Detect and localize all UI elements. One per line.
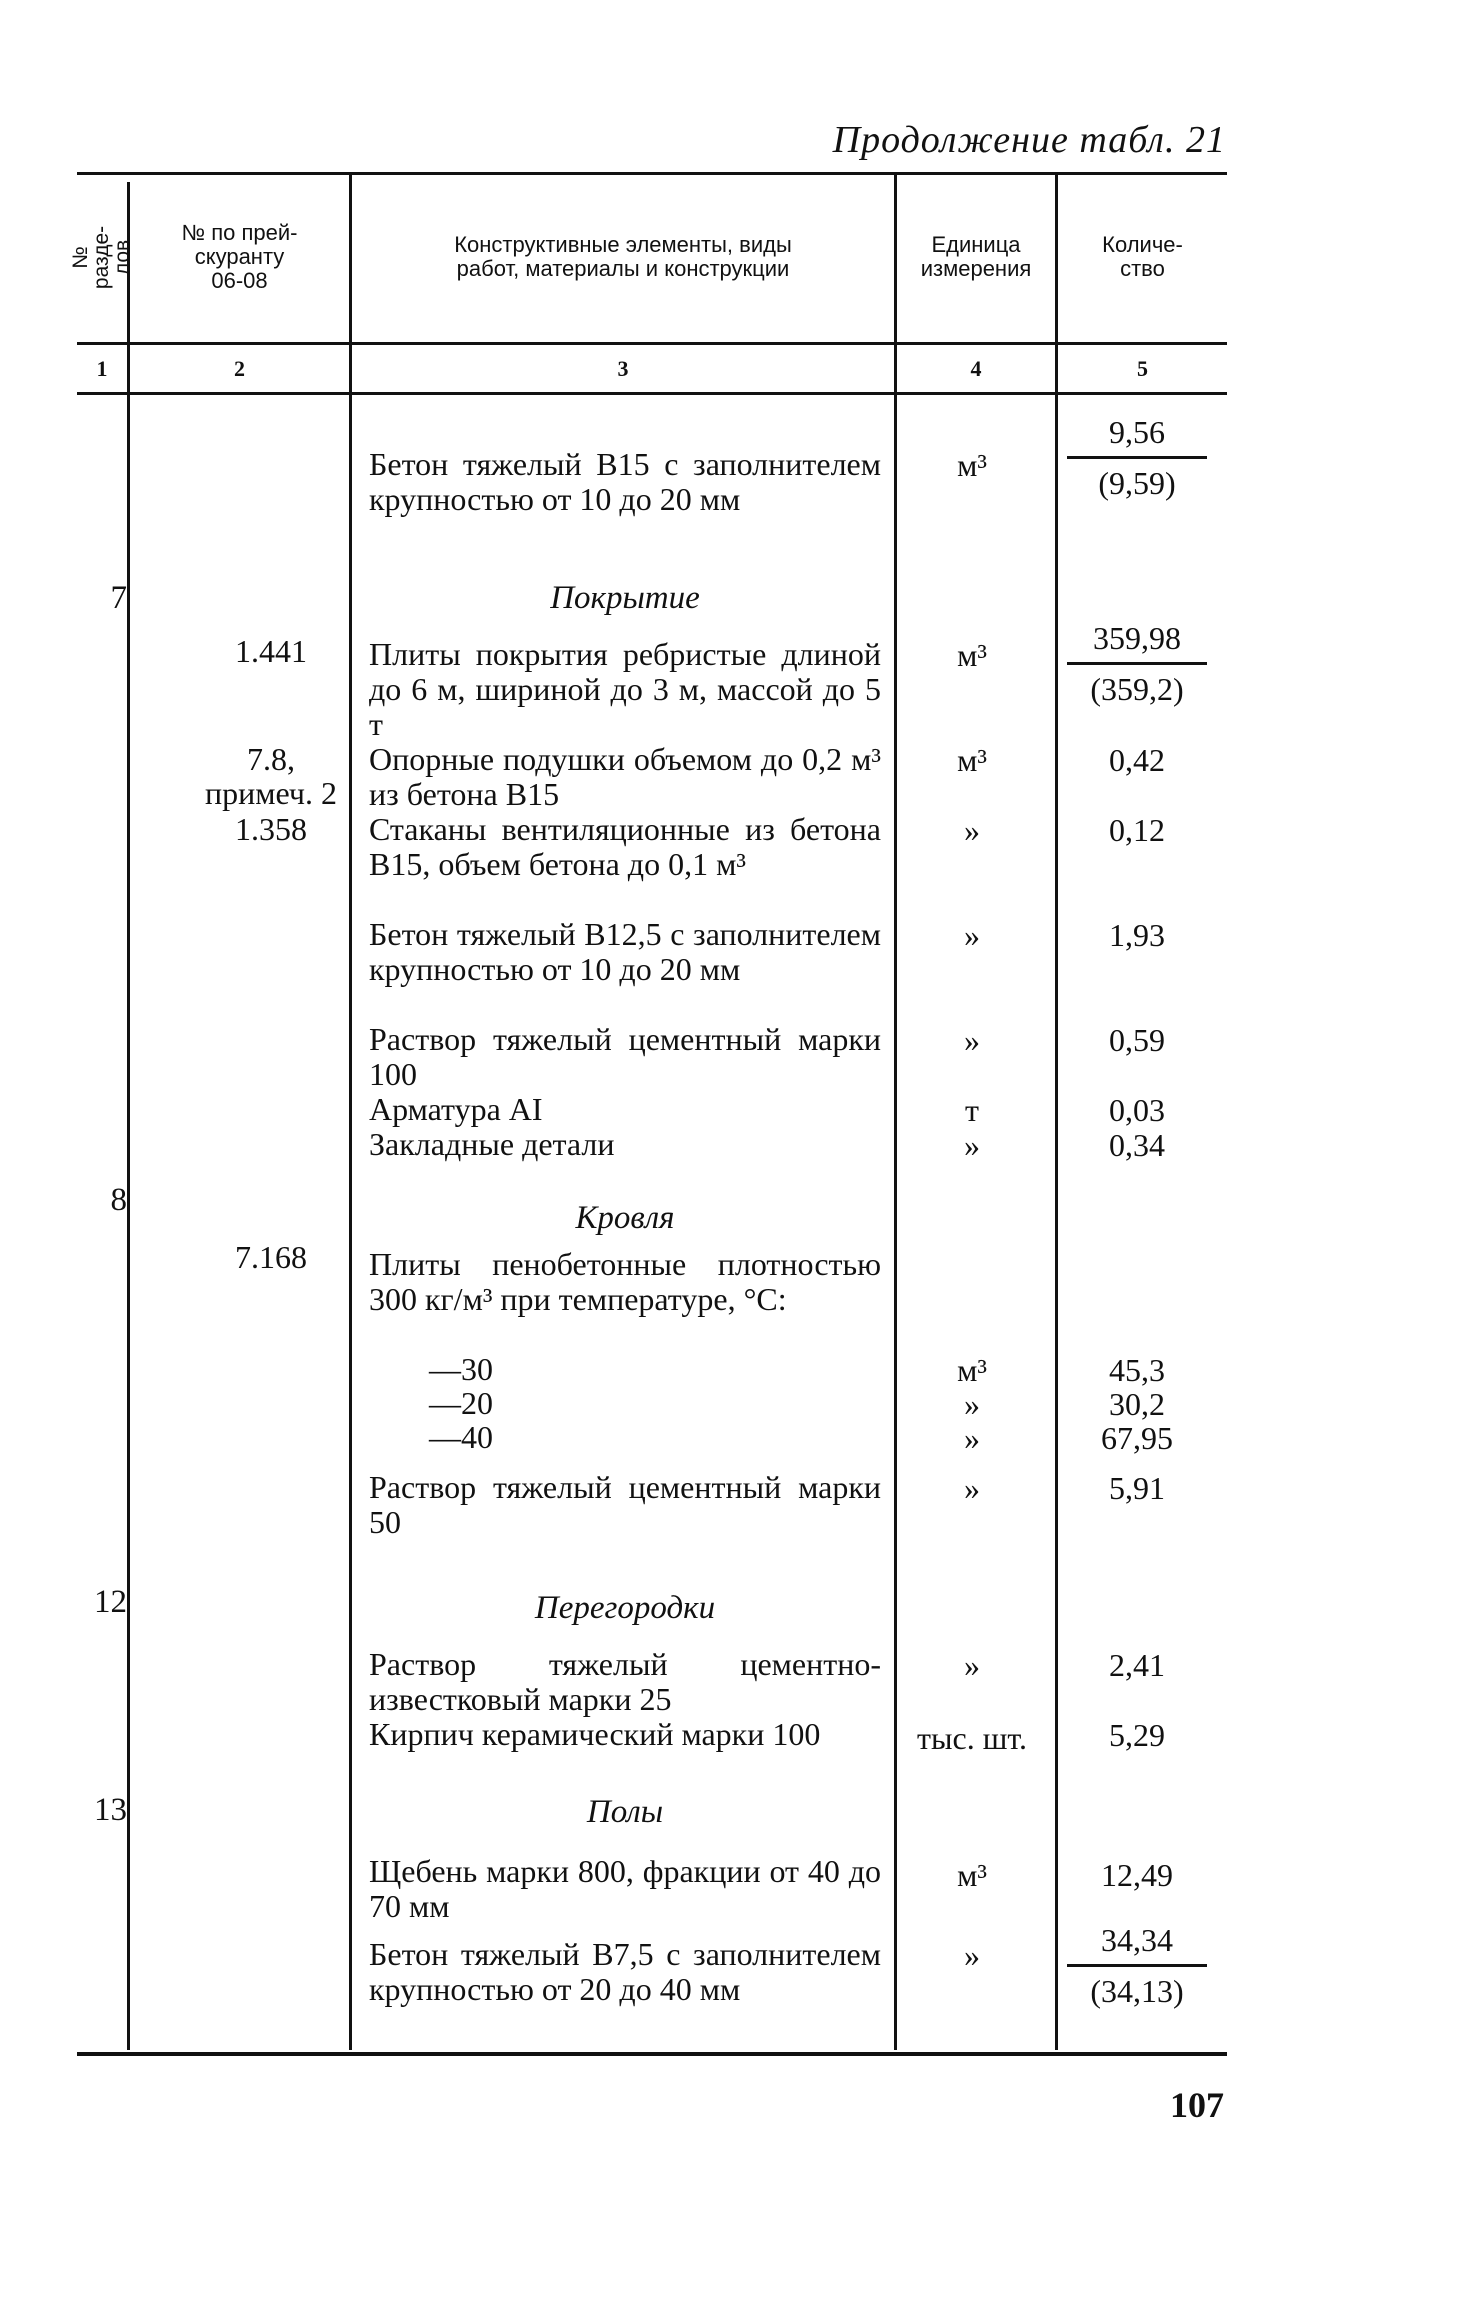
section-number: 8 xyxy=(110,1182,127,1218)
row-description: Щебень марки 800, фракции от 40 до 70 мм xyxy=(369,1853,881,1924)
section-number: 12 xyxy=(94,1584,127,1620)
row-unit: » xyxy=(964,1386,980,1422)
row-quantity: 5,29 xyxy=(1109,1717,1165,1753)
quantity-value: 359,98 xyxy=(1067,620,1207,665)
row-description: Арматура АI xyxy=(369,1091,543,1127)
row-subitem: —20 xyxy=(429,1385,493,1421)
row-quantity: 45,3 xyxy=(1109,1352,1165,1388)
section-heading: Покрытие xyxy=(550,580,700,616)
row-unit: » xyxy=(964,917,980,953)
column-divider xyxy=(127,182,130,2050)
column-divider xyxy=(349,172,352,2050)
row-price-ref: 1.441 xyxy=(235,633,307,669)
row-price-ref: 7.8, примеч. 2 xyxy=(205,741,337,811)
section-number: 13 xyxy=(94,1792,127,1828)
row-unit: » xyxy=(964,812,980,848)
row-quantity: 0,03 xyxy=(1109,1092,1165,1128)
row-price-ref: 7.168 xyxy=(235,1239,307,1275)
row-description: Стаканы вентиляционные из бетона В15, объем бетона до 0,1 м³ xyxy=(369,811,881,882)
row-description: Плиты покрытия ребристые длиной до 6 м, шириной до 3 м, массой до 5 т xyxy=(369,636,881,742)
col-number: 2 xyxy=(234,356,245,381)
row-description: Плиты пенобетонные плотностью 300 кг/м³ при температуре, °С: xyxy=(369,1246,881,1317)
row-description: Раствор тяжелый цементный марки 50 xyxy=(369,1469,881,1540)
row-unit: м³ xyxy=(957,742,987,778)
col-number: 3 xyxy=(617,356,629,381)
row-quantity: 5,91 xyxy=(1109,1470,1165,1506)
row-quantity: 30,2 xyxy=(1109,1386,1165,1422)
header-elements: Конструктивные элементы, виды работ, материалы и конструкции xyxy=(454,232,792,281)
quantity-paren: (359,2) xyxy=(1090,671,1184,707)
row-unit: » xyxy=(964,1022,980,1058)
quantity-paren: (34,13) xyxy=(1090,1973,1184,2009)
section-heading: Кровля xyxy=(575,1200,675,1236)
column-numbers-row xyxy=(77,347,1227,391)
row-description: Кирпич керамический марки 100 xyxy=(369,1716,821,1752)
row-description: Раствор тяжелый цементно-известковый марки 25 xyxy=(369,1646,881,1717)
row-unit: м³ xyxy=(957,1352,987,1388)
row-description: Бетон тяжелый В7,5 с заполнителем крупностью от 20 до 40 мм xyxy=(369,1936,881,2007)
row-unit: » xyxy=(964,1937,980,1973)
row-description: Закладные детали xyxy=(369,1126,615,1162)
header-price-no: № по прей- скуранту 06-08 xyxy=(181,220,298,293)
quantity-value: 9,56 xyxy=(1067,414,1207,459)
section-number: 7 xyxy=(110,580,127,616)
data-table xyxy=(69,172,1227,2060)
row-unit: м³ xyxy=(957,637,987,673)
row-quantity: 0,42 xyxy=(1109,742,1165,778)
row-unit: м³ xyxy=(957,447,987,483)
quantity-value: 34,34 xyxy=(1067,1922,1207,1967)
row-description: Раствор тяжелый цементный марки 100 xyxy=(369,1021,881,1092)
row-unit: м³ xyxy=(957,1857,987,1893)
row-description: Опорные подушки объемом до 0,2 м³ из бетона В15 xyxy=(369,741,881,812)
row-quantity: 12,49 xyxy=(1101,1857,1173,1893)
row-quantity: 1,93 xyxy=(1109,917,1165,953)
row-quantity: 67,95 xyxy=(1101,1420,1173,1456)
row-unit: т xyxy=(965,1092,979,1128)
row-price-ref: 1.358 xyxy=(235,811,307,847)
col-number: 5 xyxy=(1137,356,1148,381)
row-unit: тыс. шт. xyxy=(917,1720,1027,1756)
row-unit: » xyxy=(964,1420,980,1456)
row-unit: » xyxy=(964,1127,980,1163)
row-quantity: 0,12 xyxy=(1109,812,1165,848)
row-quantity: 0,59 xyxy=(1109,1022,1165,1058)
col-number: 1 xyxy=(96,356,108,381)
row-quantity xyxy=(1067,414,1207,502)
quantity-paren: (9,59) xyxy=(1098,465,1176,501)
row-quantity: 2,41 xyxy=(1109,1647,1165,1683)
row-unit: » xyxy=(964,1470,980,1506)
row-unit: » xyxy=(964,1647,980,1683)
section-heading: Перегородки xyxy=(534,1590,716,1626)
header-section-no-text: № разде- лов xyxy=(69,225,135,289)
row-quantity xyxy=(1067,1922,1207,2010)
header-quantity: Количе- ство xyxy=(1102,232,1183,281)
row-description: Бетон тяжелый В15 с заполнителем крупностью от 10 до 20 мм xyxy=(369,446,881,517)
col-number: 4 xyxy=(970,356,982,381)
row-description: Бетон тяжелый В12,5 с заполнителем крупностью от 10 до 20 мм xyxy=(369,916,881,987)
section-heading: Полы xyxy=(586,1794,664,1830)
table-caption: Продолжение табл. 21 xyxy=(832,119,1226,161)
row-subitem: —40 xyxy=(429,1419,493,1455)
row-quantity: 0,34 xyxy=(1109,1127,1165,1163)
table-bottom-rule xyxy=(77,2052,1227,2056)
row-quantity xyxy=(1067,620,1207,708)
row-subitem: —30 xyxy=(429,1351,493,1387)
header-unit: Единица измерения xyxy=(920,232,1032,281)
header-section-no xyxy=(69,172,135,342)
page-number: 107 xyxy=(1170,2085,1224,2125)
